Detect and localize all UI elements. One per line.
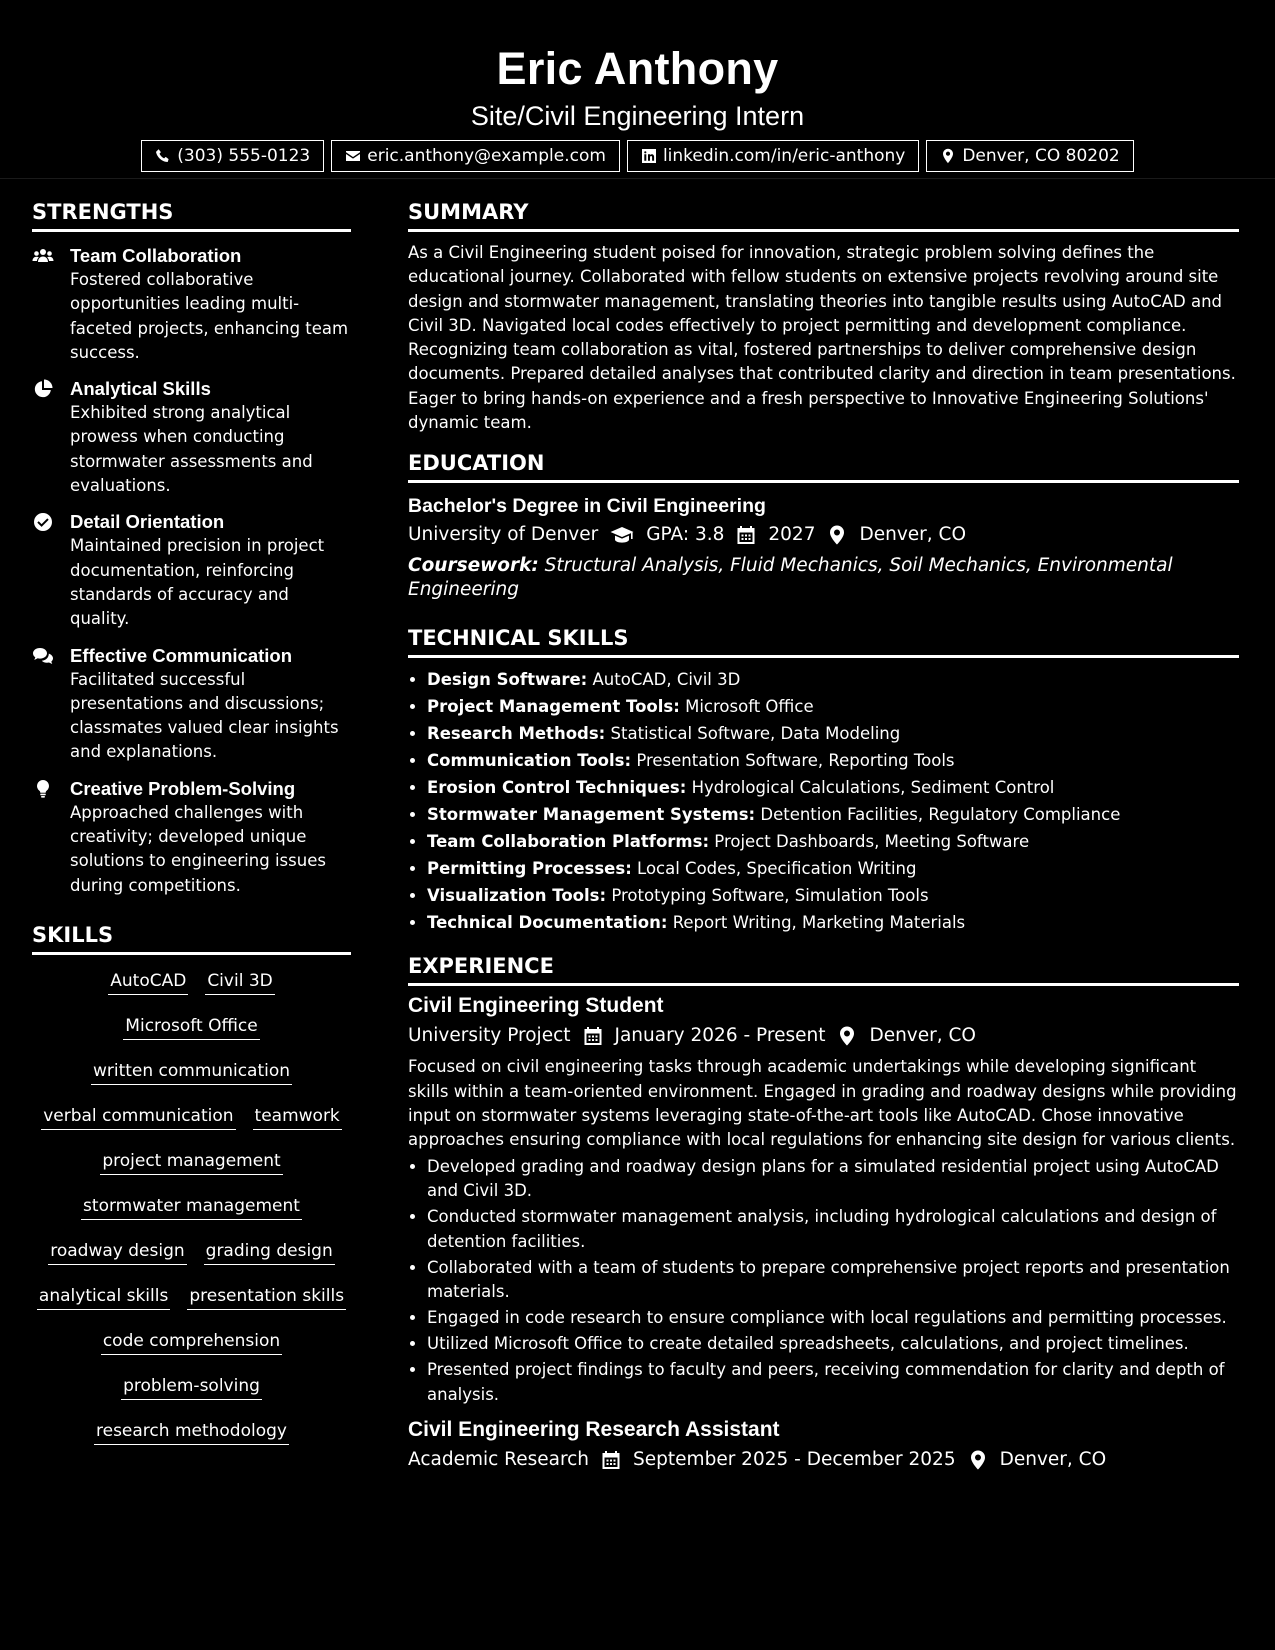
skill-tag: teamwork [253,1106,342,1130]
strength-desc: Fostered collaborative opportunities leading multi-faceted projects, enhancing team success. [70,270,349,362]
contact-location[interactable] [926,140,1133,172]
list-item [427,747,1239,774]
job-entry [408,991,1239,1407]
graduation-year: 2027 [768,524,816,546]
comments-icon [32,646,54,666]
strength-desc: Approached challenges with creativity; developed unique solutions to engineering issues during competitions. [70,802,326,895]
list-item [427,882,1239,909]
map-pin-icon [837,1026,857,1046]
strength-item [32,244,351,365]
contact-linkedin[interactable] [627,140,919,172]
users-icon [32,246,54,266]
job-meta [408,1021,1239,1051]
graduation-cap-icon [610,525,634,545]
strength-item [32,377,351,498]
skill-value: Statistical Software, Data Modeling [610,724,901,744]
pie-chart-icon [32,379,54,399]
phone-text: (303) 555-0123 [177,146,311,166]
strength-desc: Facilitated successful presentations and discussions; classmates valued clear insights and explanations. [70,669,339,762]
skill-tag: AutoCAD [108,971,188,995]
job-bullets [408,1155,1239,1408]
job-title: Civil Engineering Student [408,994,664,1018]
skill-value: Prototyping Software, Simulation Tools [611,886,929,906]
education-location: Denver, CO [859,524,967,546]
job-dates: September 2025 - December 2025 [633,1449,956,1471]
coursework [408,554,1239,602]
strengths-section [32,198,351,898]
experience-section [408,952,1239,1475]
resume-header [0,0,1275,179]
strength-desc: Exhibited strong analytical prowess when conducting stormwater assessments and evaluations. [70,403,313,496]
strength-title: Analytical Skills [70,378,211,400]
skill-value: AutoCAD, Civil 3D [592,670,741,690]
skill-tag: Microsoft Office [123,1016,259,1040]
skill-tag: analytical skills [37,1286,170,1310]
phone-icon [155,148,171,164]
skill-tag: code comprehension [101,1331,282,1355]
skills-tags [32,971,351,1445]
contact-phone[interactable] [141,140,324,172]
skill-label: Visualization Tools: [427,886,607,906]
list-item: • Conducted stormwater management analysis, including hydrological calculations and design of detention facilities. [427,1205,1239,1254]
skill-value: Local Codes, Specification Writing [637,859,917,879]
skill-label: Erosion Control Techniques: [427,778,687,798]
skill-label: Stormwater Management Systems: [427,805,756,825]
strength-item [32,510,351,631]
skill-tag: grading design [204,1241,335,1265]
list-item [427,666,1239,693]
skill-label: Team Collaboration Platforms: [427,832,710,852]
skill-tag: project management [100,1151,282,1175]
strength-desc: Maintained precision in project documentation, reinforcing standards of accuracy and quality. [70,536,325,629]
skill-value: Report Writing, Marketing Materials [672,913,966,933]
left-column [32,198,351,1445]
calendar-icon [583,1026,603,1046]
skill-tag: written communication [91,1061,292,1085]
education-heading: EDUCATION [408,449,1239,483]
job-title: Civil Engineering Research Assistant [408,1418,780,1442]
envelope-icon [345,148,361,164]
list-item [427,828,1239,855]
skill-value: Project Dashboards, Meeting Software [714,832,1030,852]
job-location: Denver, CO [869,1025,976,1047]
list-item: • Collaborated with a team of students to prepare comprehensive project reports and presentation materials. [427,1256,1239,1305]
summary-text: As a Civil Engineering student poised for innovation, strategic problem solving defines the educational journey. Collaborated with fellow students on extensive projects revolving around site design and stormwater management, translating theories into tangible results using AutoCAD and Civil 3D. Navigated local codes effectively to project permitting and development compliance. Recognizing team collaboration as vital, fostered partnerships to deliver comprehensive design documents. Prepared detailed analyses that contributed clarity and direction in team presentations. Eager to bring hands-on experience and a fresh perspective to Innovative Engineering Solutions' dynamic team. [408,243,1236,433]
list-item [427,774,1239,801]
experience-heading: EXPERIENCE [408,952,1239,986]
list-item [427,855,1239,882]
job-summary: Focused on civil engineering tasks through academic undertakings while developing significant skills within a team-oriented environment. Engaged in grading and roadway designs while providing input on stormwater systems leveraging state-of-the-art tools like AutoCAD. Chose innovative approaches ensuring compliance with local regulations for enhancing site design for various clients. [408,1057,1237,1150]
skill-label: Permitting Processes: [427,859,632,879]
job-meta [408,1445,1239,1475]
skill-value: Hydrological Calculations, Sediment Control [691,778,1055,798]
list-item [427,693,1239,720]
job-entry [408,1415,1239,1475]
skill-tag: presentation skills [187,1286,346,1310]
list-item [427,909,1239,936]
strength-title: Team Collaboration [70,245,242,266]
technical-skills-list [408,666,1239,936]
contact-email[interactable] [331,140,620,172]
list-item: • Presented project findings to faculty and peers, receiving commendation for clarity and depth of analysis. [427,1358,1239,1407]
list-item [427,720,1239,747]
job-location: Denver, CO [999,1449,1107,1471]
list-item: • Utilized Microsoft Office to create detailed spreadsheets, calculations, and project timelines. [427,1332,1239,1357]
list-item: • Developed grading and roadway design plans for a simulated residential project using AutoCAD and Civil 3D. [427,1155,1239,1204]
linkedin-icon [641,148,657,164]
strength-title: Effective Communication [70,644,293,666]
school-name: University of Denver [408,524,599,546]
coursework-list: Structural Analysis, Fluid Mechanics, Soil Mechanics, Environmental Engineering [408,555,1173,601]
map-pin-icon [827,525,847,545]
job-org: Academic Research [408,1449,590,1471]
lightbulb-icon [32,779,54,799]
skill-tag: problem-solving [121,1376,262,1400]
education-section [408,449,1239,602]
candidate-name: Eric Anthony [496,43,779,94]
strengths-heading: STRENGTHS [32,198,351,232]
skill-label: Technical Documentation: [427,913,668,933]
skill-tag: roadway design [48,1241,186,1265]
strengths-list [32,244,351,898]
candidate-role: Site/Civil Engineering Intern [470,101,805,131]
map-pin-icon [968,1450,988,1470]
check-circle-icon [32,512,54,532]
skill-label: Communication Tools: [427,751,632,771]
skill-value: Detention Facilities, Regulatory Compliance [760,805,1121,825]
strength-item [32,777,351,898]
skills-section [32,921,351,1445]
skill-tag: Civil 3D [205,971,274,995]
skill-label: Project Management Tools: [427,697,680,717]
skill-tag: research methodology [94,1421,289,1445]
right-column [408,198,1239,1475]
location-text: Denver, CO 80202 [962,146,1120,166]
skill-label: Design Software: [427,670,588,690]
gpa-text: GPA: 3.8 [646,524,725,546]
degree-title: Bachelor's Degree in Civil Engineering [408,495,766,518]
calendar-icon [601,1450,621,1470]
linkedin-text: linkedin.com/in/eric-anthony [662,146,906,166]
technical-skills-section [408,624,1239,936]
calendar-icon [736,525,756,545]
education-meta [408,520,1239,550]
strength-title: Creative Problem-Solving [70,777,296,799]
skill-tag: verbal communication [41,1106,235,1130]
skill-tag: stormwater management [81,1196,302,1220]
list-item [427,801,1239,828]
strength-item [32,644,351,765]
coursework-label: Coursework: [408,555,539,577]
strength-title: Detail Orientation [70,511,225,533]
summary-heading: SUMMARY [408,198,1239,232]
skill-value: Presentation Software, Reporting Tools [636,751,955,771]
technical-skills-heading: TECHNICAL SKILLS [408,624,1239,658]
map-pin-icon [940,148,956,164]
list-item: • Engaged in code research to ensure compliance with local regulations and permitting processes. [427,1306,1239,1331]
summary-section [408,198,1239,435]
skill-label: Research Methods: [427,724,606,744]
contact-bar [0,140,1275,172]
skill-value: Microsoft Office [685,697,814,717]
skills-heading: SKILLS [32,921,351,955]
email-text: eric.anthony@example.com [367,146,606,166]
job-dates: January 2026 - Present [614,1025,826,1047]
job-org: University Project [408,1025,571,1047]
